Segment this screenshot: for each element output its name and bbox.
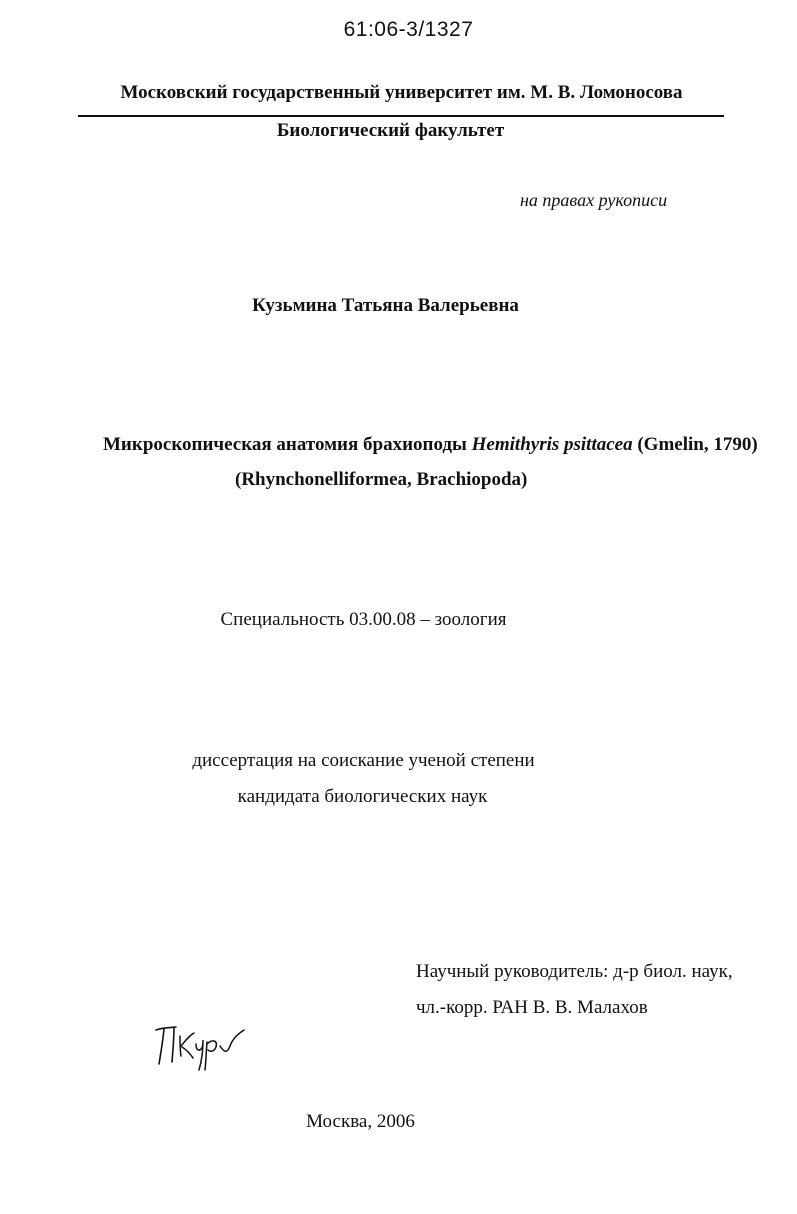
faculty-name: Биологический факультет [276,120,505,141]
thesis-title-line-1 [103,434,758,456]
handwritten-signature [150,1018,250,1073]
university-name: Московский государственный университет им. М. В. Ломоносова [120,82,683,103]
species-name: Hemithyris psittacea [471,434,633,455]
advisor-line-2: чл.-корр. РАН В. В. Малахов [416,997,648,1018]
author-name: Кузьмина Татьяна Валерьевна [252,295,519,316]
archive-code: 61:06-3/1327 [343,18,474,41]
thesis-title-line-2: (Rhynchonelliformea, Brachiopoda) [235,469,528,490]
manuscript-rights-note: на правах рукописи [520,190,668,210]
header-divider [78,115,724,117]
title-prefix: Микроскопическая анатомия брахиоподы [103,434,472,455]
advisor-line-1: Научный руководитель: д-р биол. наук, [416,961,733,982]
specialty: Специальность 03.00.08 – зоология [220,609,507,630]
city-and-year: Москва, 2006 [306,1111,415,1132]
degree-line-2: кандидата биологических наук [237,786,488,807]
title-suffix: (Gmelin, 1790) [632,434,758,455]
degree-line-1: диссертация на соискание ученой степени [192,750,535,771]
